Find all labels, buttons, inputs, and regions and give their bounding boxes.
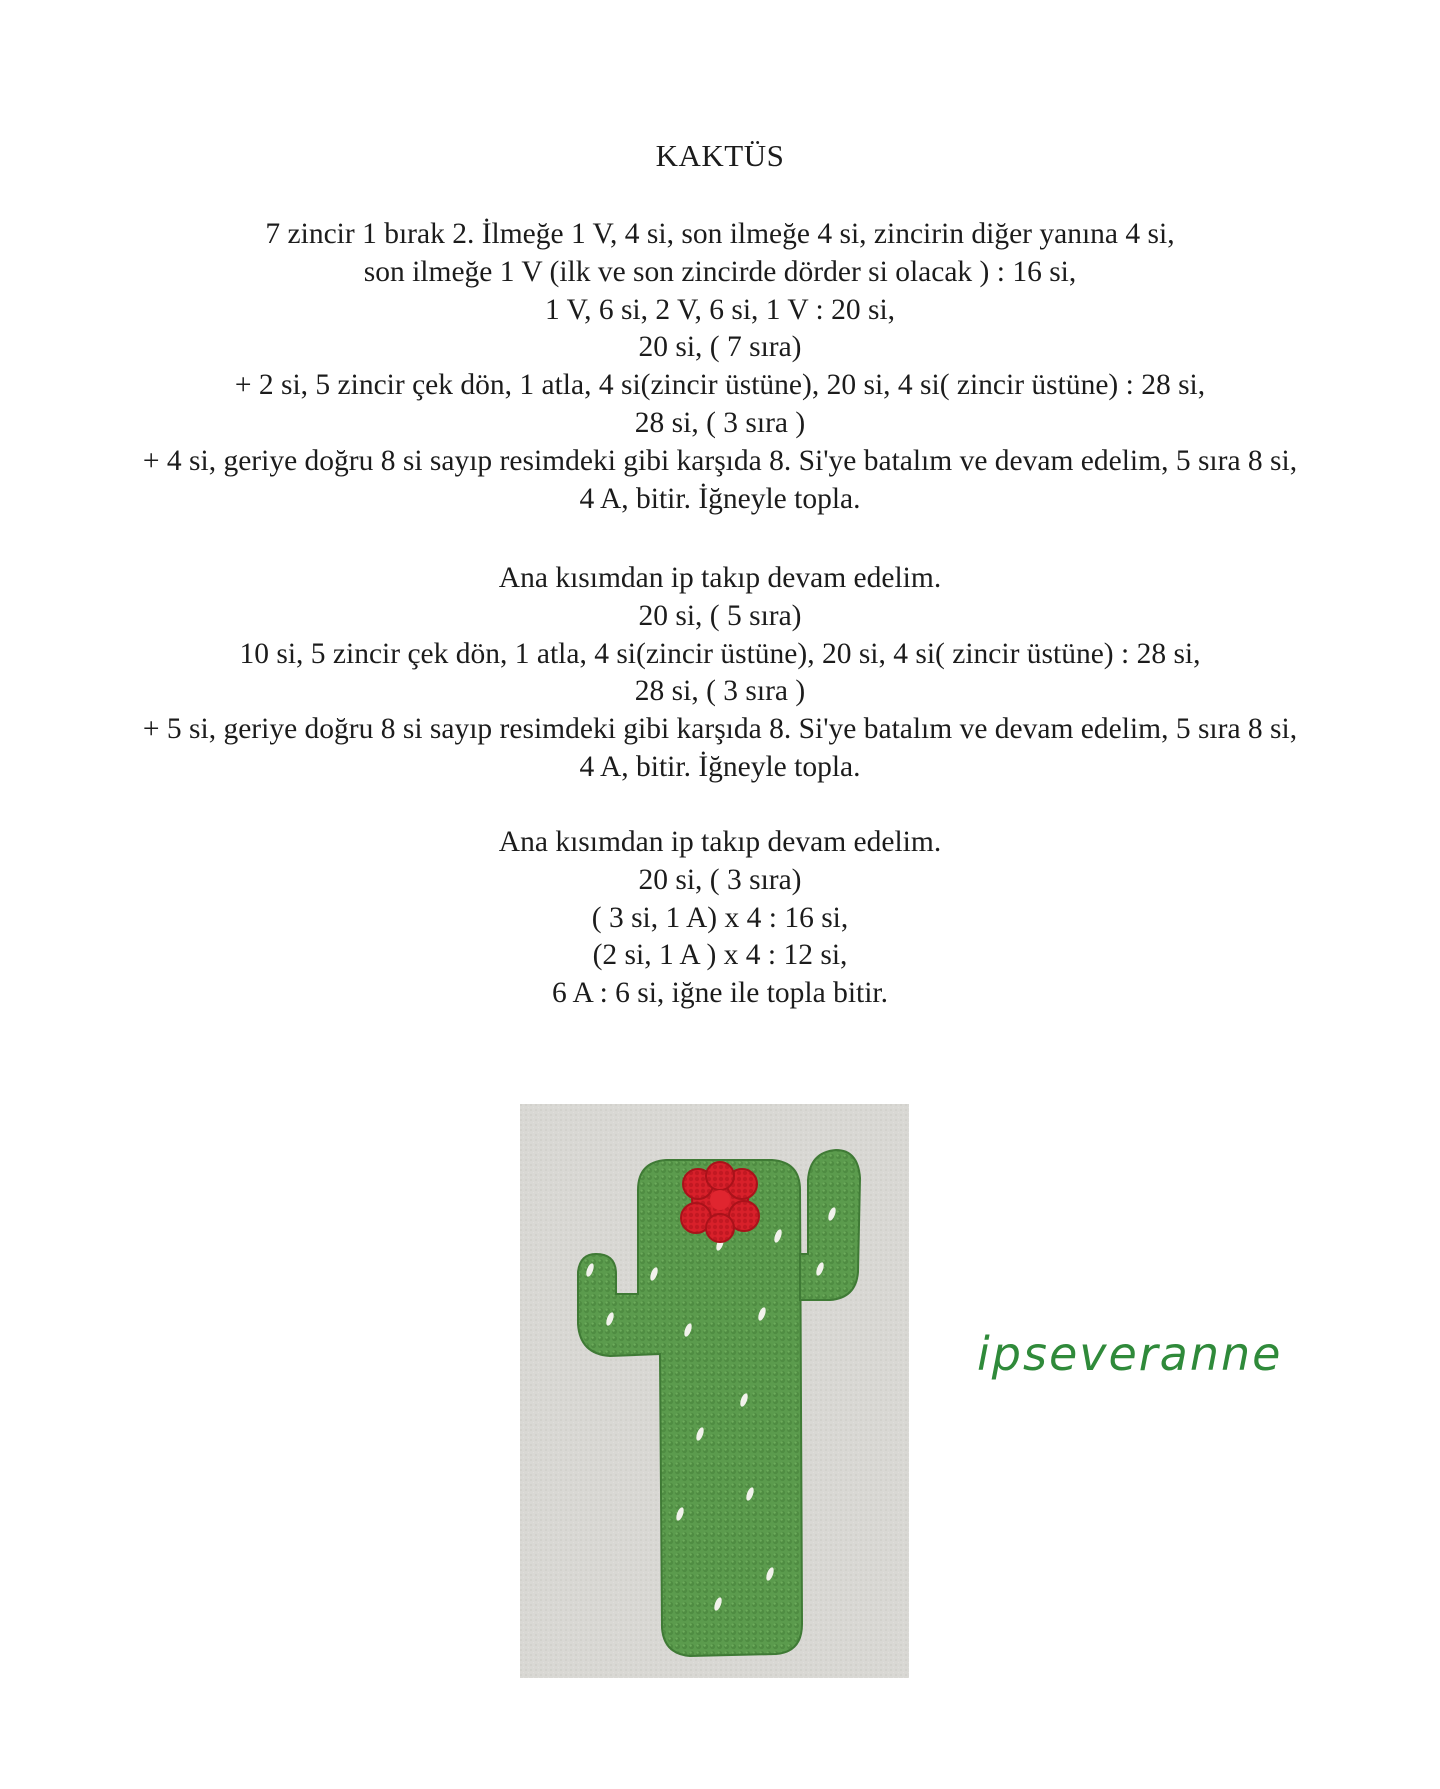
instruction-line: 10 si, 5 zincir çek dön, 1 atla, 4 si(zincir üstüne), 20 si, 4 si( zincir üstüne) : 28 si, — [239, 637, 1201, 670]
instruction-line: 28 si, ( 3 sıra ) — [634, 675, 806, 708]
instruction-line: Ana kısımdan ip takıp devam edelim. — [498, 562, 942, 594]
flower — [681, 1162, 759, 1242]
instruction-line: son ilmeğe 1 V (ilk ve son zincirde dörder si olacak ) : 16 si, — [363, 255, 1077, 288]
instructions-part-3 — [0, 824, 1440, 1013]
instruction-line: 4 A, bitir. İğneyle topla. — [579, 750, 861, 783]
recipe-title: KAKTÜS — [655, 138, 785, 173]
instruction-line: + 4 si, geriye doğru 8 si sayıp resimdeki gibi karşıda 8. Si'ye batalım ve devam edelim, 5 sıra 8 si, — [142, 444, 1298, 477]
instruction-line: 7 zincir 1 bırak 2. İlmeğe 1 V, 4 si, son ilmeğe 4 si, zincirin diğer yanına 4 si, — [265, 218, 1175, 250]
instruction-line: 28 si, ( 3 sıra ) — [634, 406, 806, 439]
cactus-photo — [520, 1104, 909, 1678]
instruction-line: (2 si, 1 A ) x 4 : 12 si, — [592, 939, 848, 972]
instruction-line: 20 si, ( 5 sıra) — [638, 599, 802, 632]
instruction-line: 20 si, ( 7 sıra) — [638, 331, 802, 364]
instruction-line: + 5 si, geriye doğru 8 si sayıp resimdeki gibi karşıda 8. Si'ye batalım ve devam edelim, 5 sıra 8 si, — [142, 713, 1298, 746]
signature-text: ipseveranne — [977, 1327, 1283, 1381]
instruction-line: Ana kısımdan ip takıp devam edelim. — [498, 826, 942, 858]
instruction-line: 4 A, bitir. İğneyle topla. — [579, 482, 861, 515]
instructions-part-2 — [0, 560, 1440, 787]
instruction-line: + 2 si, 5 zincir çek dön, 1 atla, 4 si(zincir üstüne), 20 si, 4 si( zincir üstüne) : 28 si, — [234, 369, 1206, 402]
instruction-line: 6 A : 6 si, iğne ile topla bitir. — [552, 977, 888, 1010]
instruction-line: 1 V, 6 si, 2 V, 6 si, 1 V : 20 si, — [544, 293, 896, 326]
instruction-line: ( 3 si, 1 A) x 4 : 16 si, — [591, 901, 849, 934]
instructions-part-1 — [0, 216, 1440, 518]
instruction-line: 20 si, ( 3 sıra) — [638, 863, 802, 896]
signature-logo — [975, 1325, 1355, 1405]
